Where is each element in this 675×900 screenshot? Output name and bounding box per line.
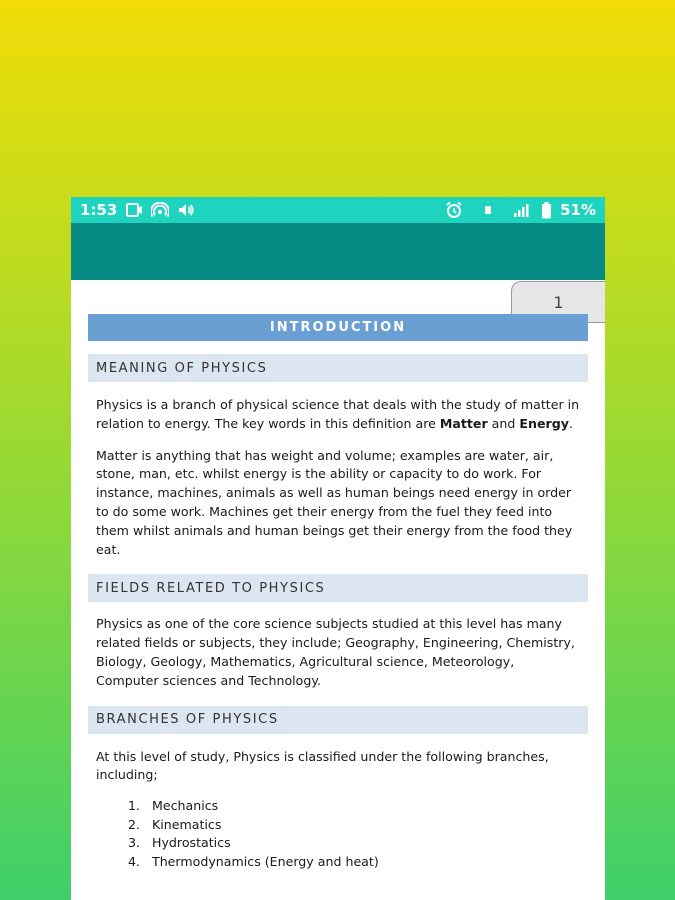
status-right: [445, 201, 596, 219]
list-label: Hydrostatics: [152, 835, 231, 851]
app-bar: [71, 223, 605, 280]
screen-cast-icon: [125, 202, 143, 218]
status-bar: [71, 197, 605, 223]
battery-level: 51%: [560, 201, 596, 219]
volume-icon: [177, 202, 195, 218]
clock: 1:53: [80, 201, 118, 219]
battery-icon: [541, 202, 552, 219]
list-item: [88, 816, 588, 835]
list-label: Kinematics: [152, 816, 222, 832]
signal-icon: [513, 202, 533, 218]
list-number: 2.: [128, 816, 141, 832]
intro-banner: [88, 314, 588, 341]
page-number: 1: [553, 292, 564, 312]
section-header-branches: [88, 706, 588, 734]
list-number: 3.: [128, 835, 141, 851]
intro-banner-text: INTRODUCTION: [269, 320, 407, 335]
hotspot-icon: [151, 202, 169, 218]
section-header-meaning: [88, 354, 588, 382]
paragraph-fields-1: Physics as one of the core science subjects studied at this level has many related fields or subjects, they include; Geography, Engineering, Chemistry, Biology, Geology, Mathematics, Agricultural science, Meteorology, Computer sciences and Technology.: [96, 616, 575, 688]
alarm-icon: [445, 201, 463, 219]
list-label: Mechanics: [152, 798, 219, 814]
section-header-fields: [88, 574, 588, 602]
paragraph-branches-1: At this level of study, Physics is classified under the following branches, including;: [96, 748, 549, 783]
section-title: BRANCHES OF PHYSICS: [96, 712, 279, 728]
paragraph-text: .: [568, 415, 573, 431]
paragraph-text: and: [487, 415, 520, 431]
list-number: 4.: [128, 853, 141, 869]
document-content: [88, 314, 588, 871]
paragraph-meaning-2: Matter is anything that has weight and volume; examples are water, air, stone, man, etc. whilst energy is the ability or capacity to do work. For instance, machines, animals as well as human beings need energy in order to do some work. Machines get their energy from the fuel they feed into them whilst animals and human beings get their energy from the food they eat.: [96, 447, 573, 557]
list-label: Thermodynamics (Energy and heat): [152, 853, 379, 869]
list-number: 1.: [128, 798, 141, 814]
list-item: [88, 834, 588, 853]
vibrate-icon: [481, 203, 495, 217]
section-title: FIELDS RELATED TO PHYSICS: [96, 580, 326, 596]
paragraph-meaning-1: [88, 396, 588, 434]
list-item: [88, 853, 588, 872]
keyword-matter: Matter: [439, 415, 488, 431]
section-title: MEANING OF PHYSICS: [96, 360, 268, 376]
phone-screen: [71, 197, 605, 900]
branches-list: [88, 797, 588, 871]
status-left: [80, 201, 195, 219]
list-item: [88, 797, 588, 816]
paragraph-text: Physics is a branch of physical science that deals with the study of matter in relation to energy. The key words in this definition are: [96, 397, 580, 431]
keyword-energy: Energy: [519, 415, 569, 431]
